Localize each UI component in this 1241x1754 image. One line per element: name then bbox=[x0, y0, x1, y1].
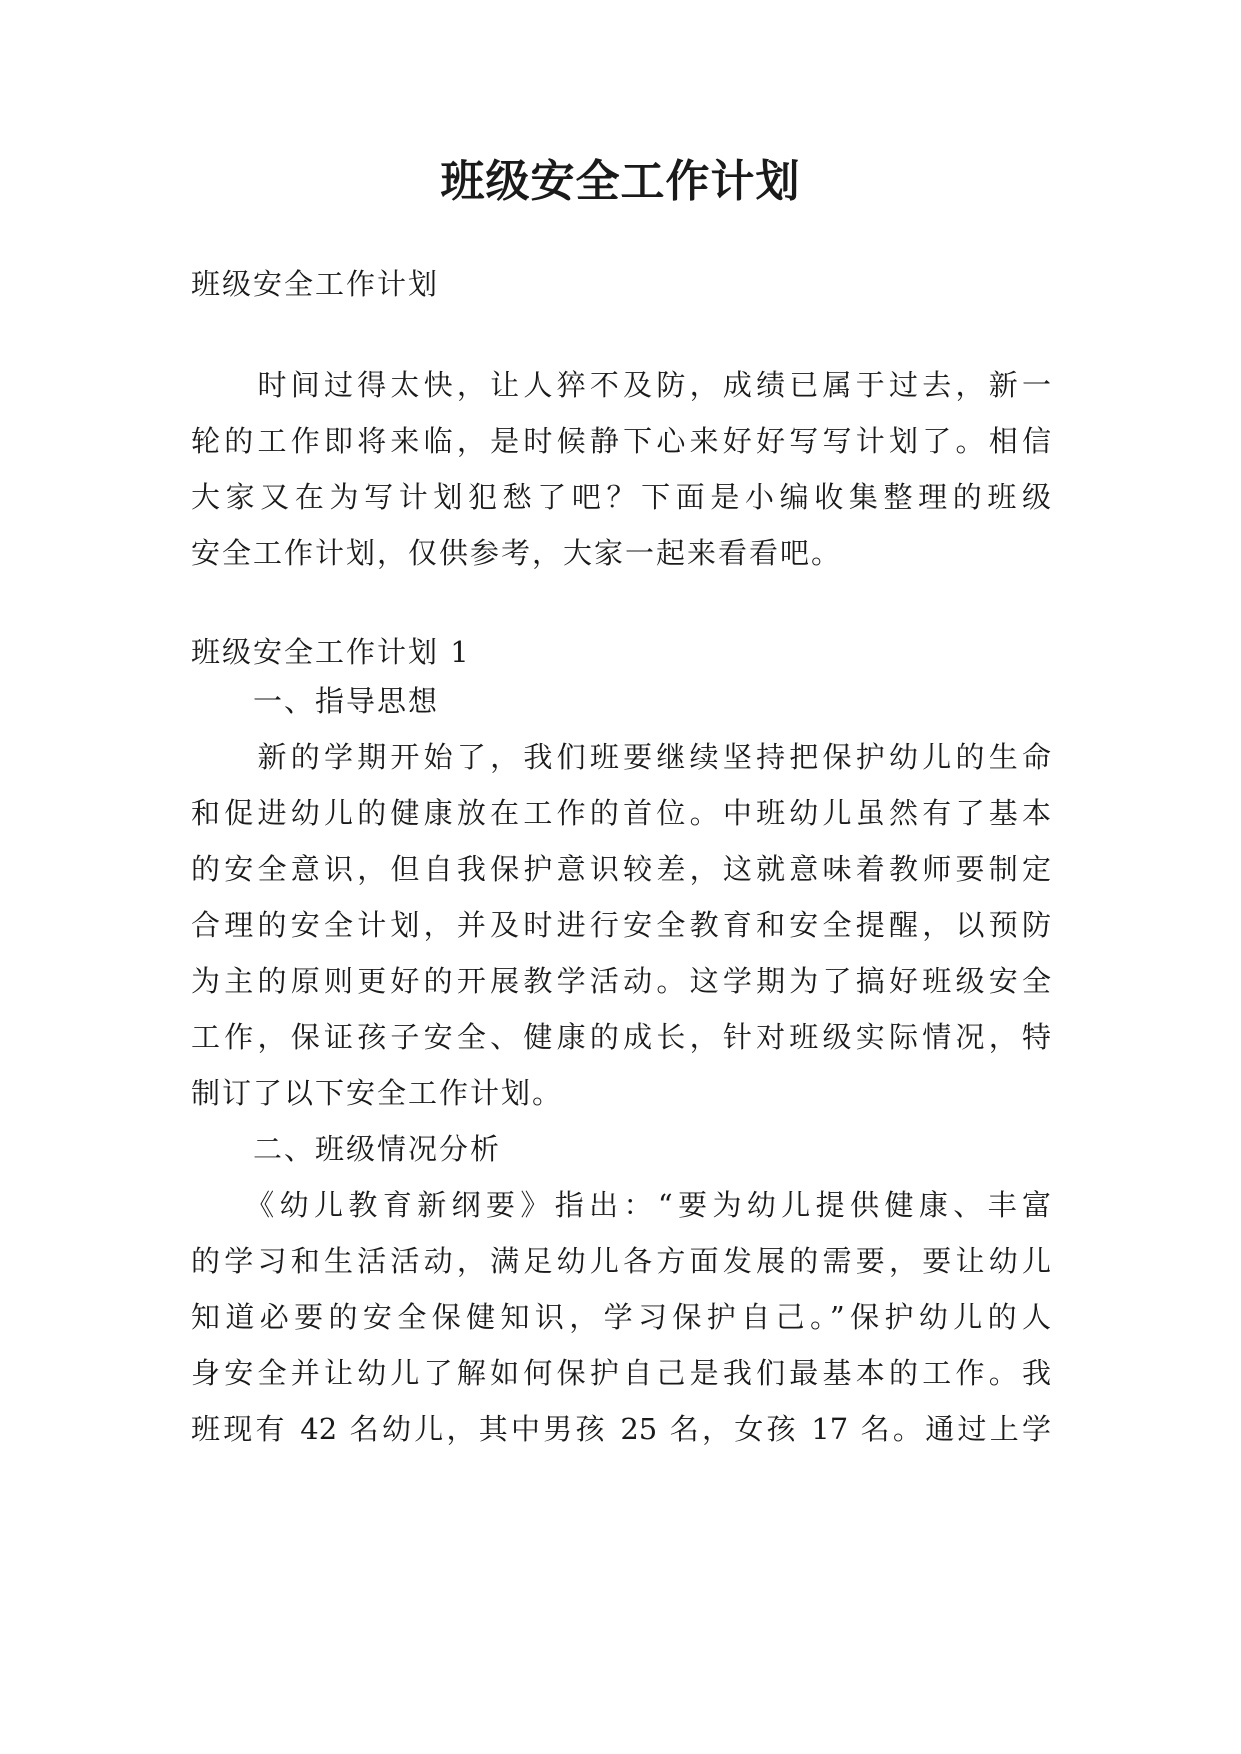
body-line: 制订了以下安全工作计划。 bbox=[191, 1076, 564, 1110]
body-line: 的安全意识，但自我保护意识较差，这就意味着教师要制定 bbox=[191, 852, 1051, 886]
body-line: 班现有 42 名幼儿，其中男孩 25 名，女孩 17 名。通过上学 bbox=[191, 1412, 1051, 1446]
body-line: 身安全并让幼儿了解如何保护自己是我们最基本的工作。我 bbox=[191, 1356, 1051, 1390]
body-line: 的学习和生活活动，满足幼儿各方面发展的需要，要让幼儿 bbox=[191, 1244, 1051, 1278]
body-line: 工作，保证孩子安全、健康的成长，针对班级实际情况，特 bbox=[191, 1020, 1051, 1054]
subtitle-line: 班级安全工作计划 bbox=[191, 267, 440, 301]
intro-line-4: 安全工作计划，仅供参考，大家一起来看看吧。 bbox=[191, 536, 843, 570]
document-title: 班级安全工作计划 bbox=[440, 156, 801, 207]
body-line: 和促进幼儿的健康放在工作的首位。中班幼儿虽然有了基本 bbox=[191, 796, 1051, 830]
intro-line-3: 大家又在为写计划犯愁了吧？下面是小编收集整理的班级 bbox=[191, 480, 1051, 514]
body-line: 新的学期开始了，我们班要继续坚持把保护幼儿的生命 bbox=[191, 740, 1051, 774]
section-heading-plan-1: 班级安全工作计划 1 bbox=[191, 635, 471, 669]
body-line: 合理的安全计划，并及时进行安全教育和安全提醒，以预防 bbox=[191, 908, 1051, 942]
intro-line-1: 时间过得太快，让人猝不及防，成绩已属于过去，新一 bbox=[191, 368, 1051, 402]
heading-class-analysis: 二、班级情况分析 bbox=[191, 1132, 502, 1166]
body-line: 为主的原则更好的开展教学活动。这学期为了搞好班级安全 bbox=[191, 964, 1051, 998]
intro-line-2: 轮的工作即将来临，是时候静下心来好好写写计划了。相信 bbox=[191, 424, 1051, 458]
body-line: 《幼儿教育新纲要》指出：“要为幼儿提供健康、丰富 bbox=[191, 1188, 1051, 1222]
body-line: 知道必要的安全保健知识，学习保护自己。”保护幼儿的人 bbox=[191, 1300, 1051, 1334]
heading-guiding-ideology: 一、指导思想 bbox=[191, 684, 440, 718]
